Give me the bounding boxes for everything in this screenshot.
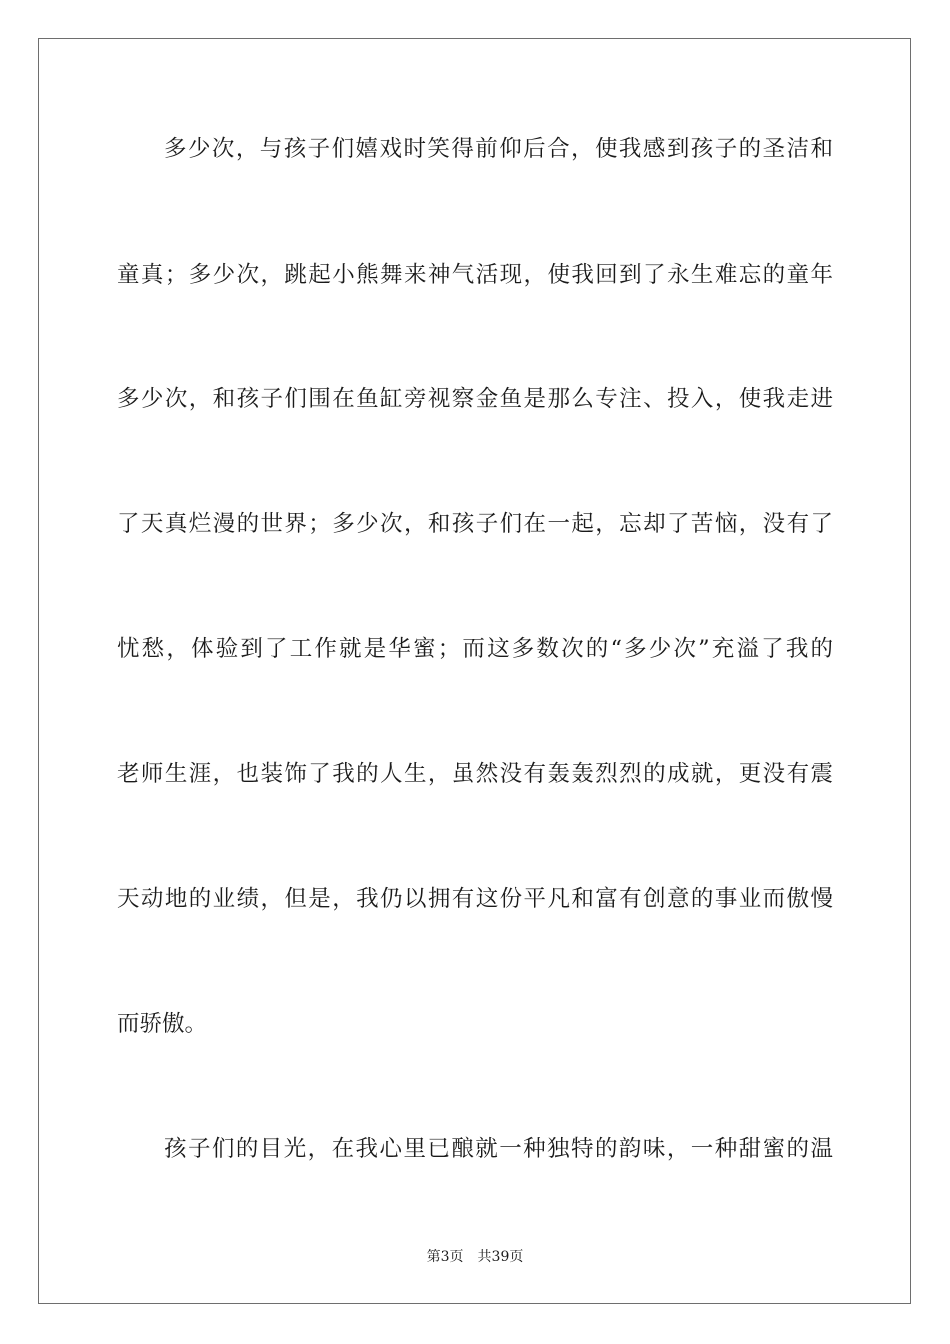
page-number: 第3页 [426, 1249, 464, 1265]
paragraph-1-line-6: 老师生涯，也装饰了我的人生，虽然没有轰轰烈烈的成就，更没有震 [117, 761, 833, 787]
paragraph-1-line-5: 忧愁，体验到了工作就是华蜜；而这多数次的“多少次”充溢了我的 [117, 636, 833, 662]
paragraph-1-line-3: 多少次，和孩子们围在鱼缸旁视察金鱼是那么专注、投入，使我走进 [117, 386, 833, 412]
paragraph-1-line-2: 童真；多少次，跳起小熊舞来神气活现，使我回到了永生难忘的童年 [117, 262, 833, 288]
page-border [38, 38, 911, 1304]
paragraph-1-line-8: 而骄傲。 [117, 1011, 208, 1037]
page-total: 共39页 [477, 1249, 524, 1265]
paragraph-1-line-7: 天动地的业绩，但是，我仍以拥有这份平凡和富有创意的事业而傲慢 [117, 886, 833, 912]
paragraph-1-line-1: 多少次，与孩子们嬉戏时笑得前仰后合，使我感到孩子的圣洁和 [164, 136, 833, 162]
paragraph-1-line-4: 了天真烂漫的世界；多少次，和孩子们在一起，忘却了苦恼，没有了 [117, 511, 833, 537]
paragraph-2-line-1: 孩子们的目光，在我心里已酿就一种独特的韵味，一种甜蜜的温 [164, 1136, 833, 1162]
page-footer [0, 1246, 950, 1266]
